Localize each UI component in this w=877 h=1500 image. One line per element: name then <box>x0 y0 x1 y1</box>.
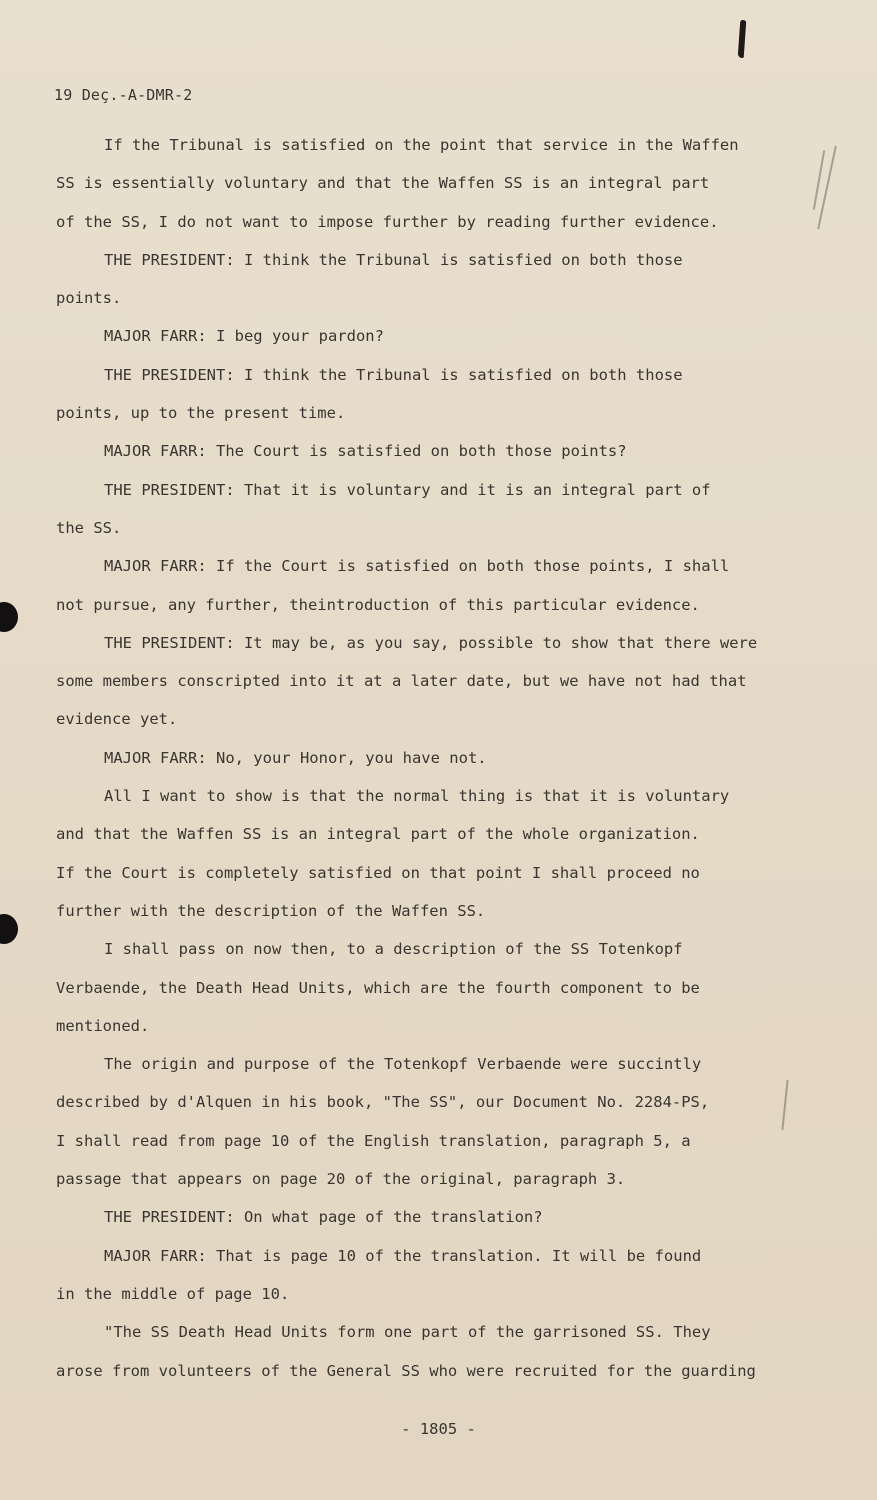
transcript-line: "The SS Death Head Units form one part of the garrisoned SS. They <box>104 1323 711 1342</box>
transcript-line: the SS. <box>56 518 122 537</box>
transcript-line: of the SS, I do not want to impose further by reading further evidence. <box>56 212 719 231</box>
transcript-line: SS is essentially voluntary and that the Waffen SS is an integral part <box>56 174 710 193</box>
transcript-line: THE PRESIDENT: It may be, as you say, possible to show that there were <box>104 633 758 652</box>
transcript-line: MAJOR FARR: I beg your pardon? <box>104 327 384 346</box>
transcript-body <box>56 126 826 1390</box>
transcript-line: and that the Waffen SS is an integral part of the whole organization. <box>56 825 700 844</box>
transcript-line: evidence yet. <box>56 710 178 729</box>
transcript-line: described by d'Alquen in his book, "The SS", our Document No. 2284-PS, <box>56 1093 710 1112</box>
transcript-line: I shall pass on now then, to a description of the SS Totenkopf <box>104 940 683 959</box>
transcript-line: points, up to the present time. <box>56 404 346 423</box>
transcript-line: MAJOR FARR: The Court is satisfied on both those points? <box>104 442 627 461</box>
transcript-line: All I want to show is that the normal thing is that it is voluntary <box>104 787 730 806</box>
transcript-line: The origin and purpose of the Totenkopf Verbaende were succintly <box>104 1055 702 1074</box>
page-number: - 1805 - <box>401 1420 476 1438</box>
document-header: 19 Deç.-A-DMR-2 <box>54 86 193 104</box>
transcript-line: THE PRESIDENT: On what page of the translation? <box>104 1208 543 1227</box>
punch-hole <box>0 602 18 632</box>
transcript-line: some members conscripted into it at a later date, but we have not had that <box>56 672 747 691</box>
transcript-line: mentioned. <box>56 1016 150 1035</box>
transcript-line: not pursue, any further, theintroduction of this particular evidence. <box>56 595 700 614</box>
transcript-line: in the middle of page 10. <box>56 1284 290 1303</box>
punch-hole <box>0 914 18 944</box>
transcript-line: MAJOR FARR: No, your Honor, you have not. <box>104 748 487 767</box>
transcript-line: MAJOR FARR: That is page 10 of the translation. It will be found <box>104 1246 702 1265</box>
transcript-line: arose from volunteers of the General SS who were recruited for the guarding <box>56 1361 756 1380</box>
transcript-line: If the Court is completely satisfied on that point I shall proceed no <box>56 863 700 882</box>
transcript-line: THE PRESIDENT: I think the Tribunal is satisfied on both those <box>104 365 683 384</box>
transcript-line: THE PRESIDENT: I think the Tribunal is satisfied on both those <box>104 250 683 269</box>
transcript-line: If the Tribunal is satisfied on the point that service in the Waffen <box>104 136 739 154</box>
transcript-line: points. <box>56 289 122 308</box>
transcript-line: I shall read from page 10 of the English translation, paragraph 5, a <box>56 1131 691 1150</box>
transcript-line: further with the description of the Waffen SS. <box>56 901 486 920</box>
transcript-line: MAJOR FARR: If the Court is satisfied on both those points, I shall <box>104 557 730 576</box>
transcript-line: THE PRESIDENT: That it is voluntary and it is an integral part of <box>104 480 711 499</box>
transcript-line: Verbaende, the Death Head Units, which are the fourth component to be <box>56 978 700 997</box>
transcript-line: passage that appears on page 20 of the original, paragraph 3. <box>56 1170 626 1189</box>
ink-mark <box>738 20 747 58</box>
